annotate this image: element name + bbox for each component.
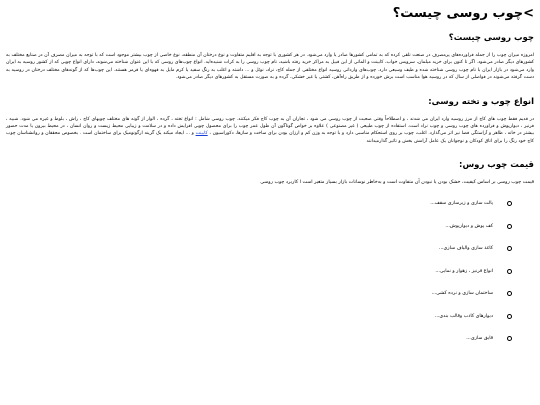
cabinet-link[interactable]: کابینت: [195, 131, 208, 137]
price-intro: قیمت چوب روسی بر اساس کیفیت، خشک بودن یا نبودن آن متفاوت است و به‌خاطر نوسانات بازار بسیار متغیر است ا کاربرد چوب روسی: [260, 180, 534, 186]
circle-bullet-icon: [507, 224, 512, 229]
circle-bullet-icon: [507, 314, 512, 319]
types-text-a: در قدیم فقط چوب های کاج از مرز روسیه وارد ایران می شدند ، و اصطلاحاً وقتی صحبت از چوب روسی می شود ، تجاران آن به چوب کاج فکر میکنند. چوب روسی شامل : انواع تخته ، گرده ، الوار از گونه های مختلف چوبهای کاج ، راش ، بلوط و غیره می شود. شبیه ، فرنیز ، دیوارپوش و فراورده های چوب روسی و چوب نراد است. استفاده از چوب طبیعی ( غیر مصنوعی ) علاوه بر خواص گوناگون آن طول عمر چوب را برای محصول چوبی افزایش داده و در سلامت و زیبایی محیط زیست و روان انسان ، در محیط بیرون یا مدت حضور بیشتر در خانه ، ظاهر و آراستگی فضا نیز اثر می‌گذارد. اغلب، چوب بر روی استحکام مناسبی دارد و با توجه به وزن کم و ارزان بودن برای ساخت و سازها، دکوراسیون ،: [6, 116, 534, 137]
list-item: [6, 260, 512, 283]
types-text-b: و ... ایجاد میکند یک گزینه ارگونومیک برای ساختمان است . بخصوص محققان و روانشناسان چوب کاج خود رنگ را برای اتاق کودکان و نوجوانان یک عامل آرامش بخش و تاثیر گذارمیدانند: [6, 131, 534, 144]
section-paragraph-types: [6, 116, 534, 146]
list-item: [6, 282, 512, 305]
list-item: [6, 237, 512, 260]
section-heading-what: چوب روسی چیست؟: [448, 33, 534, 43]
section-heading-price: قیمت چوب روس:: [459, 160, 534, 171]
circle-bullet-icon: [507, 201, 512, 206]
circle-bullet-icon: [507, 246, 512, 251]
list-item: [6, 192, 512, 215]
circle-bullet-icon: [507, 269, 512, 274]
list-item-label: کف پوش و دیوارپوش...: [445, 223, 493, 229]
circle-bullet-icon: [507, 336, 512, 341]
list-item-label: انواع فرنیز ، زهوار و نمایی...: [435, 268, 493, 274]
list-item-label: قایق سازی...: [466, 336, 493, 341]
uses-list: [6, 192, 534, 350]
list-item: [6, 305, 512, 328]
list-item-label: دیوارهای کاذب وقالب بندی...: [434, 313, 493, 319]
list-item-label: پالت سازی و زیرسازی سقف...: [430, 201, 493, 206]
list-item: [6, 215, 512, 238]
section-heading-types: انواع چوب و تخته روسی:: [428, 96, 534, 107]
list-item-label: کاغذ سازی والیاف سازی...: [438, 246, 493, 251]
circle-bullet-icon: [507, 291, 512, 296]
page-title: >چوب روسی چیست؟: [392, 6, 534, 21]
list-item: [6, 327, 512, 350]
section-paragraph-what: امروزه میزان چوب را از جمله فراورده‌های پرمصرف در صنعت تلقی کرده که به تمامی کشورها صادر یا وارد می‌شود. در هر کشوری با توجه به اقلیم متفاوت و نوع درختان آن منطقه، نوع خاصی از چوب بیشتر موجود است که با توجه به میزان مصرف آن در صنایع مختلف به کشورهای دیگر صادر می‌شود. اگر تا کنون برای خرید میلمان، سرویس خواب، کابینت و الماتی از این قبیل به مراکز خرید رفته باشید، نام چوب روسی را به کرات شنیده‌اید. انواع چوب‌های روسی که با این عنوان شناخته می‌شوند، دارای انواع چوبی که از کشور روسیه به ایران وارد می‌شود در بازار ایران با نام چوب روسی شناخته شده و طیف وسیعی دارد. چوب‌های وارداتی روسیه انواع مختلفی از جمله کاج، نراد، نوئل و ... داشته و اغلب به رنگ سفید یا کرم مایل به قهوه‌ای یا قرمز هستند. این چوب‌ها که از گونه‌های مختلف درختان در روسیه به دست گرفته می‌شوند در فواصلی از سال که در روسیه هوا مناسب است برش خورده و از طریق راه‌آهن، کشتی یا غیر خشکی، گرده و به صورت مستقل به کشورهای دیگر صادر می‌شود.: [6, 53, 534, 81]
list-item-label: ساختمان سازی و نرده کشی...: [431, 291, 493, 296]
